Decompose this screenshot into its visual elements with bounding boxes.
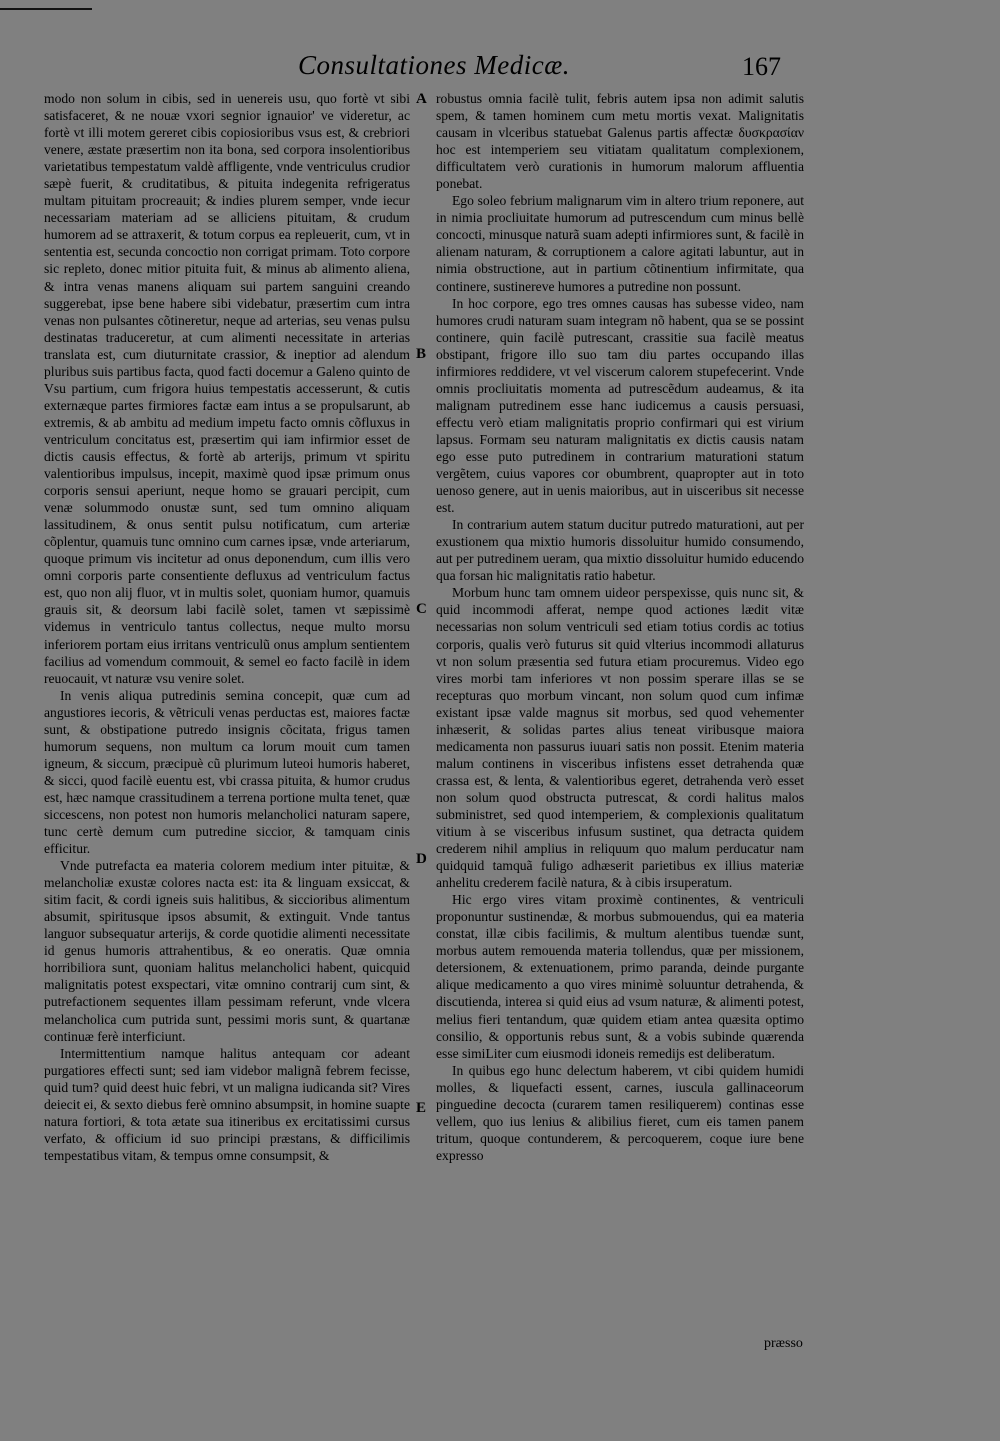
running-title: Consultationes Medicæ. bbox=[298, 50, 570, 80]
paragraph: Hic ergo vires vitam proximè continentes, & ventriculi proponuntur sustinendæ, & morbus submouendus, qui ea materia constat, illæ cibis facilimis, & multum alentibus tuendæ sunt, morbus autem remouenda materia tollendus, quæ per missionem, detersionem, & extenuationem, primo paranda, deinde purgante alique medicamento a quo vires minimè soluuntur detrahenda, & discutienda, interea si quid eius ad vsum naturæ, & alimenti potest, melius fieri tentandum, quæ quidem etiam antea quæsita optimo consilio, & opportunis rebus sunt, & a vobis subinde quærenda esse simiLiter cum eiusmodi idoneis remedijs est deliberatum. bbox=[436, 892, 804, 1061]
paragraph: In hoc corpore, ego tres omnes causas has subesse video, nam humores crudi naturam suam integram nõ habent, qua se se possint continere, quin facilè putrescant, crassitie sua facilè meatus obstipant, frigore illo suo tam diu partes occupando illas infirmiores reddidere, vt vel viscerum calorem stupefecerint. Vnde omnis procliuitatis momenta ad putrescẽdum audeamus, & ita malignam putredinem esse hanc iudicemus a causis persuasi, effectu verò etiam malignitatis proprio confirmari qui est virium lapsus. Formam seu naturam malignitatis ex dictis causis natam ego esse puto putredinem in contrarium maturationi statum vergẽtem, cuius vapores cor obumbrent, quapropter aut in toto uenoso genere, aut in uenis maioribus, aut in uisceribus sit necesse est. bbox=[436, 295, 804, 516]
paragraph: modo non solum in cibis, sed in uenereis usu, quo fortè vt sibi satisfaceret, & ne nouæ vxori segnior ignauior' ve videretur, ac fortè vt illi motem gereret cibis copiosioribus vsus est, & crebriori venere, æstate præsertim non ita bona, sed corpora insolentioribus varietatibus tempestatum valdè affligente, vnde ventriculus crudior sæpè fuerit, & cruditatibus, & pituita indegenita refrigeratus multam pituitam procreauit; & indies plurem semper, vnde iecur necessariam materiam ad se alliciens pituitam, & crudum humorem ad se attraxerit, & totum corpus ea repleuerit, cum, vt in sententia est, secunda concoctio non corrigat primam. Toto corpore sic repleto, donec mitior pituita fuit, & minus ab alimento aliena, & intra venas manens aliquam sui partem sanguini creando suggerebat, ipse bene habere sibi videbatur, præsertim cum intra venas non pulsantes cõtineretur, neque ad arterias, seu venas pulsu destinatas traduceretur, at cum alimenti necessitate in arterias translata est, cum diuturnitate crassior, & ineptior ad alendum pluribus suis partibus facta, quod facti docemur a Galeno quinto de Vsu partium, cum frigora huius tempestatis accesserunt, & cutis externæque partes firmiores factæ eam intus a se propulsarunt, ab extremis, & ab ambitu ad medium impetu facto omnis cõfluxus in ventriculum concitatus est, præsertim qui iam infirmior esset de dictis causis effectus, & fortè ab arterijs, primum vt spiritu valentioribus impulsus, incepit, maximè quod ipsæ primum onus corporis sensui aperiunt, neque homo se grauari percipit, cum venæ solummodo onustæ sunt, sed tum omnino aliquam lassitudinem, & onus sentit pulsu notificatum, cum arteriæ cõplentur, quamuis tunc omnino cum carnes ipsæ, vnde arteriarum, quoque primum vis incitetur ad onus deponendum, cum illis vero omni corporis parte consentiente defluxus ad ventriculum factus est, quo non alij fluor, vt in multis solet, quoniam humor, quamuis grauis sit, & deorsum labi facilè solet, tamen vt sæpissimè videmus in ventriculo tantus collectus, neque multo morsu inferiorem portam eius irritans ventriculũ onus amplum sentientem facilius ad vomendum commouit, & semel eo facto facilè in idem reuocauit, vt naturæ vsu venire solet. bbox=[44, 91, 410, 686]
left-column bbox=[44, 90, 410, 1164]
paragraph: robustus omnia facilè tulit, febris autem ipsa non adimit salutis spem, & tamen hominem cum metu mortis vexat. Malignitatis causam in vlceribus statuebat Galenus partis affectæ δυσκρασίαν hoc est intemperiem seu vitiatam qualitatum complexionem, difficultatem verò curationis in humorum malorum affluentia ponebat. bbox=[436, 91, 804, 192]
margin-marker-d: D bbox=[416, 851, 427, 867]
margin-marker-c: C bbox=[416, 601, 427, 617]
page-number: 167 bbox=[742, 52, 781, 81]
paragraph: In quibus ego hunc delectum haberem, vt cibi quidem humidi molles, & liquefacti essent, carnes, iuscula gallinaceorum pinguedine decocta (curarem tamen resiliquerem) continas esse vellem, quo ius lenius & alibilius fieret, cum eis tamen panem tritum, quoque contunderem, & percoquerem, coque iure bene expresso bbox=[436, 1062, 804, 1163]
paragraph: In venis aliqua putredinis semina concepit, quæ cum ad angustiores iecoris, & vẽtriculi venas perductas est, maiores factæ sunt, & obstipatione putredo insignis cõcitata, frigus tamen humorum sequens, non multum ca lorum mouit cum tamen igneum, & siccum, præcipuè cũ plurimum luteoi humoris haberet, & sicci, quod facilè euentu est, vbi crassa pituita, & humor crudus est, hæc namque crassitudinem a terrena portione multa tenet, quæ siccescens, non potest non humoris melancholici naturam sapere, tunc certè demum cum putredine siccior, & tamquam cinis efficitur. bbox=[44, 687, 410, 857]
paragraph: Vnde putrefacta ea materia colorem medium inter pituitæ, & melancholiæ exustæ colores nacta est: ita & linguam exsiccat, & sitim facit, & cordi igneis suis halitibus, & siccioribus alimentum absumit, spiritusque ipsos absumit, & extinguit. Vnde tantus languor subsequatur arterijs, & corde quotidie alimenti necessitate id genus humoris attrahentibus, & eo oneratis. Quæ omnia horribiliora sunt, quoniam halitus melancholici habent, quicquid malignitatis potest exspectari, vitæ omnino contrarij cum sint, & putrefactionem sequentes illam pessimam referunt, vnde vlcera melancholica cum putrida sunt, pessimi moris sunt, & quartanæ continuæ ferè interficiunt. bbox=[44, 858, 410, 1044]
catchword: præsso bbox=[764, 1336, 803, 1351]
right-column bbox=[436, 90, 804, 1164]
paragraph: In contrarium autem statum ducitur putredo maturationi, aut per exustionem qua mixtio humoris dissoluitur humido consumendo, aut per putredinem ueram, qua mixtio dissoluitur humido educendo qua forsan hic malignitatis ratio habetur. bbox=[436, 517, 804, 584]
margin-marker-e: E bbox=[416, 1100, 427, 1116]
paragraph: Ego soleo febrium malignarum vim in altero trium reponere, aut in nimia procliuitate humorum ad putrescendum cum minus bellè concocti, minusque naturã suam adepti infirmiores sunt, & facilè in alienam naturam, & corruptionem a calore agitati labuntur, aut in nimia obstructione, aut in partium cõtinentium infirmitate, qua continere, sustinereve humores a putredine non possunt. bbox=[436, 193, 804, 294]
header-rule bbox=[0, 8, 92, 10]
paragraph: Morbum hunc tam omnem uideor perspexisse, quis nunc sit, & quid incommodi afferat, nempe quod actiones lædit vitæ necessarias non solum ventriculi sed etiam totius cordis ac totius corporis, qualis verò futurus sit quid vlterius incommodi allaturus vt non solum præsentia sed futura etiam procuremus. Video ego vires morbi tam inferiores vt non possim sperare illas se se recepturas quo morbum vincant, non solum quod cum infimæ existant ipsæ valde magnus sit morbus, sed quod vehementer inhæserit, & solidas partes alius teneat viribusque maiora medicamenta non passurus iuuari satis non possit. Etenim materia malum continens in visceribus infistens esset detrahenda quæ crassa est, & lenta, & valentioribus egeret, detrahenda verò esset non solum quod obstructa putrescat, & cordi halitus malos subministret, sed quod intemperiem, & complexionis qualitatum vitium à se visceribus infusum sustinet, qua detracta quidem crederem nihil amplius in reliquum quo malum perducatur nam quidquid tamquã fuligo adhæserit parietibus ex illius materiæ anhelitu crederem facilè natura, & à cibis irsuperatum. bbox=[436, 585, 804, 891]
paragraph: Intermittentium namque halitus antequam cor adeant purgatiores effecti sunt; sed iam videbor malignã febrem fecisse, quid tum? quid deest huic febri, vt un maligna iudicanda sit? Vires deiecit ei, & sexto diebus ferè omnino absumpsit, in homine suapte natura fortiori, & tota ætate sua itineribus ex ercitatissimi cursus verfato, & officium id suo principi præstans, & difficilimis tempestatibus vitam, & tempus omne consumpsit, & bbox=[44, 1045, 410, 1163]
margin-marker-b: B bbox=[416, 346, 427, 362]
margin-marker-a: A bbox=[416, 91, 427, 107]
